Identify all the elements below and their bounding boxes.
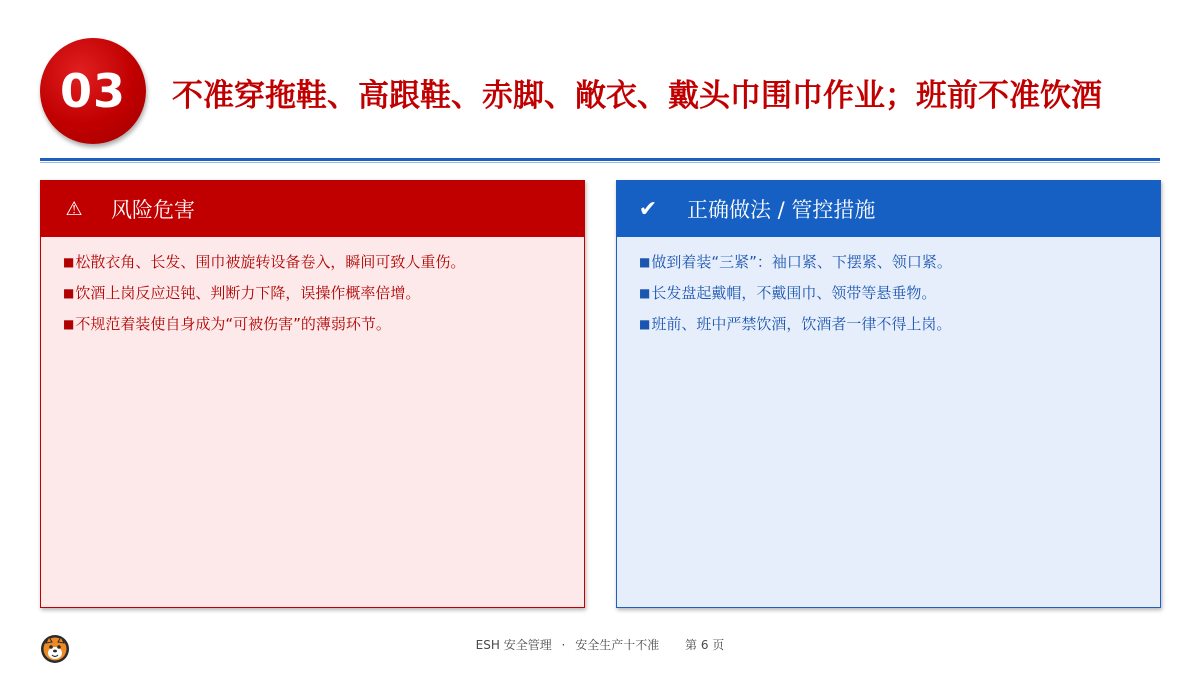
title-divider (40, 158, 1160, 161)
square-bullet-icon: ■ (639, 255, 651, 269)
control-item-text: 班前、班中严禁饮酒，饮酒者一律不得上岗。 (651, 315, 952, 333)
title-divider-thin (40, 162, 1160, 163)
control-item-text: 做到着装“三紧”：袖口紧、下摆紧、领口紧。 (651, 253, 952, 271)
risk-panel-heading: 风险危害 (111, 198, 195, 222)
list-item (63, 309, 562, 340)
warning-triangle-icon: ⚠ (65, 198, 83, 220)
risk-panel (40, 180, 585, 608)
risk-item-text: 饮酒上岗反应迟钝、判断力下降，误操作概率倍增。 (75, 284, 421, 302)
list-item (63, 247, 562, 278)
control-panel-header (617, 181, 1160, 237)
checkmark-icon: ✔ (638, 196, 658, 222)
square-bullet-icon: ■ (63, 255, 75, 269)
square-bullet-icon: ■ (639, 317, 651, 331)
footer-page-number: 第 6 页 (685, 638, 725, 652)
list-item (639, 278, 1138, 309)
risk-panel-body (41, 237, 584, 340)
control-panel (616, 180, 1161, 608)
list-item (639, 247, 1138, 278)
page-title: 不准穿拖鞋、高跟鞋、赤脚、敞衣、戴头巾围巾作业；班前不准饮酒 (172, 78, 1102, 114)
list-item (63, 278, 562, 309)
list-item (639, 309, 1138, 340)
risk-item-text: 松散衣角、长发、围巾被旋转设备卷入，瞬间可致人重伤。 (75, 253, 466, 271)
risk-item-text: 不规范着装使自身成为“可被伤害”的薄弱环节。 (75, 315, 391, 333)
section-number-badge (40, 38, 146, 144)
section-number: 03 (59, 64, 126, 118)
control-panel-body (617, 237, 1160, 340)
risk-panel-header (41, 181, 584, 237)
footer-subject: 安全生产十不准 (575, 638, 660, 652)
square-bullet-icon: ■ (639, 286, 651, 300)
control-panel-heading: 正确做法 / 管控措施 (687, 198, 876, 222)
square-bullet-icon: ■ (63, 317, 75, 331)
control-item-text: 长发盘起戴帽，不戴围巾、领带等悬垂物。 (651, 284, 937, 302)
footer-org: ESH 安全管理 (475, 638, 552, 652)
footer-separator: · (561, 638, 566, 652)
footer (0, 636, 1200, 653)
square-bullet-icon: ■ (63, 286, 75, 300)
